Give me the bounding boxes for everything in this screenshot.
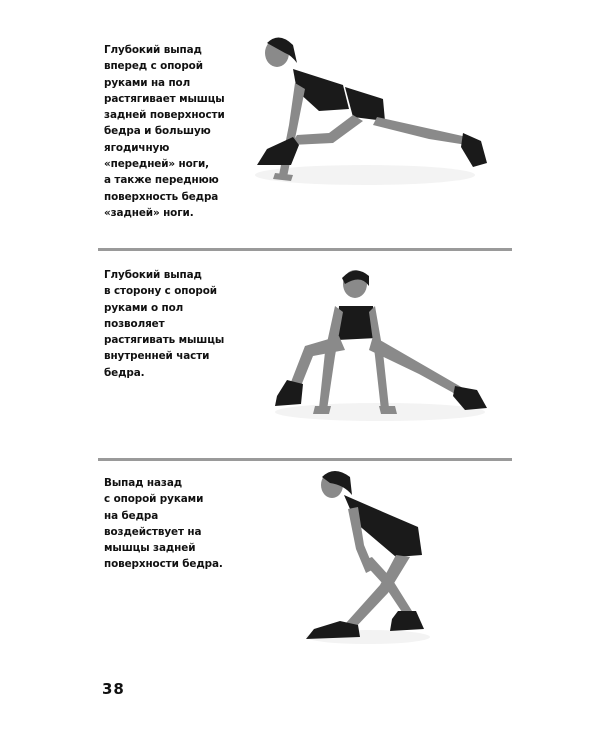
page-number: 38: [102, 680, 125, 698]
exercise-back-lunge: [0, 460, 600, 670]
caption-line: бедра и большую: [104, 125, 211, 138]
caption-line: мышцы задней: [104, 542, 196, 555]
caption-line: поверхность бедра: [104, 190, 219, 203]
exercise-caption: [104, 475, 249, 573]
exercise-forward-lunge: [0, 0, 600, 250]
side-lunge-photo: [265, 262, 495, 432]
caption-line: позволяет: [104, 317, 165, 330]
caption-line: вперед с опорой: [104, 60, 203, 73]
forward-lunge-photo: [245, 25, 495, 195]
caption-line: «задней» ноги.: [104, 206, 194, 219]
caption-line: внутренней части: [104, 350, 210, 363]
caption-line: руками на пол: [104, 76, 191, 89]
caption-line: ягодичную: [104, 141, 170, 154]
caption-line: растягивать мышцы: [104, 334, 225, 347]
caption-line: бедра.: [104, 366, 145, 379]
caption-line: растягивает мышцы: [104, 92, 225, 105]
exercise-side-lunge: [0, 250, 600, 460]
caption-line: в сторону с опорой: [104, 285, 217, 298]
caption-line: задней поверхности: [104, 109, 225, 122]
caption-line: Глубокий выпад: [104, 44, 202, 56]
caption-line: а также переднюю: [104, 174, 219, 187]
caption-line: с опорой руками: [104, 493, 204, 506]
exercise-caption: [104, 267, 249, 381]
caption-line: поверхности бедра.: [104, 558, 223, 571]
caption-line: «передней» ноги,: [104, 158, 210, 171]
caption-line: Выпад назад: [104, 477, 183, 489]
caption-line: руками о пол: [104, 301, 184, 314]
caption-line: на бедра: [104, 509, 159, 522]
back-lunge-photo: [300, 465, 435, 645]
caption-line: Глубокий выпад: [104, 269, 202, 281]
caption-line: воздействует на: [104, 525, 202, 538]
exercise-caption: [104, 42, 249, 221]
